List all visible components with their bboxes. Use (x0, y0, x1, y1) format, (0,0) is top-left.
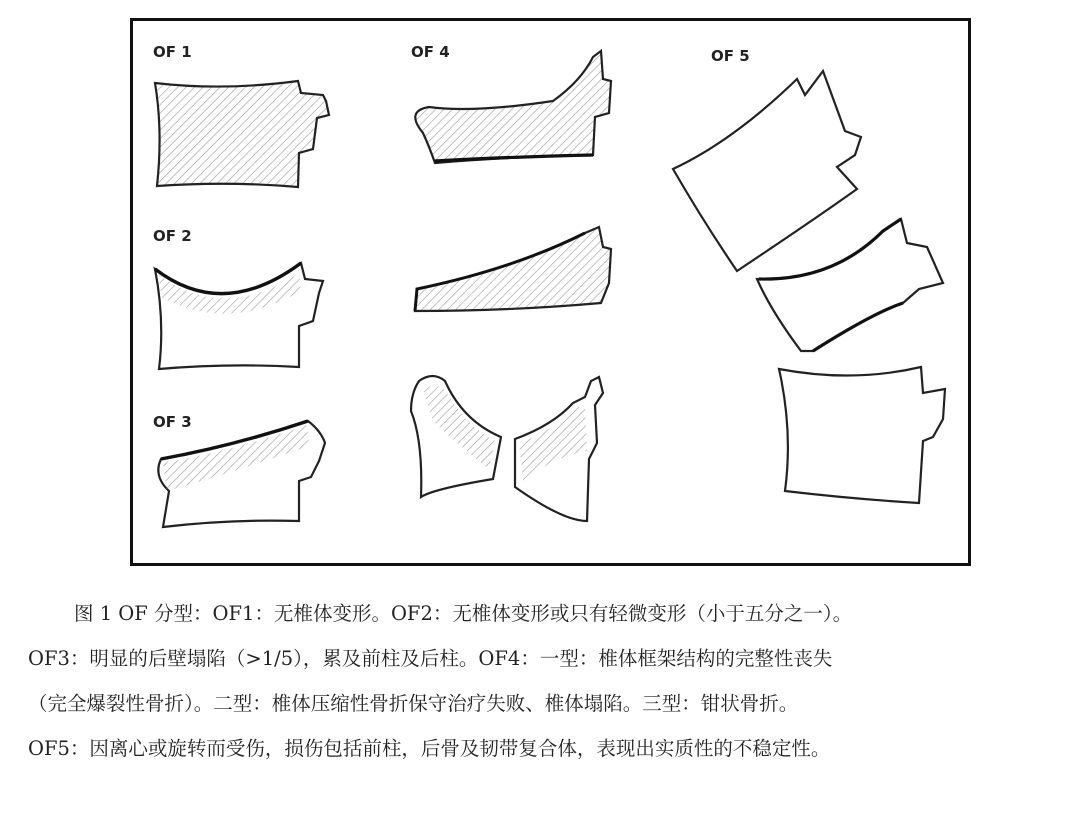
of5-vertebra-top (673, 71, 861, 271)
caption-line-4: OF5：因离心或旋转而受伤，损伤包括前柱，后骨及韧带复合体，表现出实质性的不稳定性。 (28, 737, 831, 760)
figure-panel (130, 18, 971, 566)
label-of5: OF 5 (711, 47, 750, 65)
caption-line-3: （完全爆裂性骨折）。二型：椎体压缩性骨折保守治疗失败、椎体塌陷。三型：钳状骨折。 (28, 692, 799, 715)
caption-line-2: OF3：明显的后壁塌陷（>1/5），累及前柱及后柱。OF4：一型：椎体框架结构的完整性丧失 (28, 647, 833, 670)
of4-vertebra-type1 (415, 51, 611, 163)
label-of1: OF 1 (153, 43, 192, 61)
label-of3: OF 3 (153, 413, 192, 431)
label-of2: OF 2 (153, 227, 192, 245)
of5-vertebra-bottom (779, 367, 945, 503)
of4-vertebra-type2 (415, 227, 611, 311)
label-of4: OF 4 (411, 43, 450, 61)
of1-vertebra (155, 81, 329, 187)
caption-line-1: 图 1 OF 分型：OF1：无椎体变形。OF2：无椎体变形或只有轻微变形（小于五分之一）。 (74, 602, 853, 625)
